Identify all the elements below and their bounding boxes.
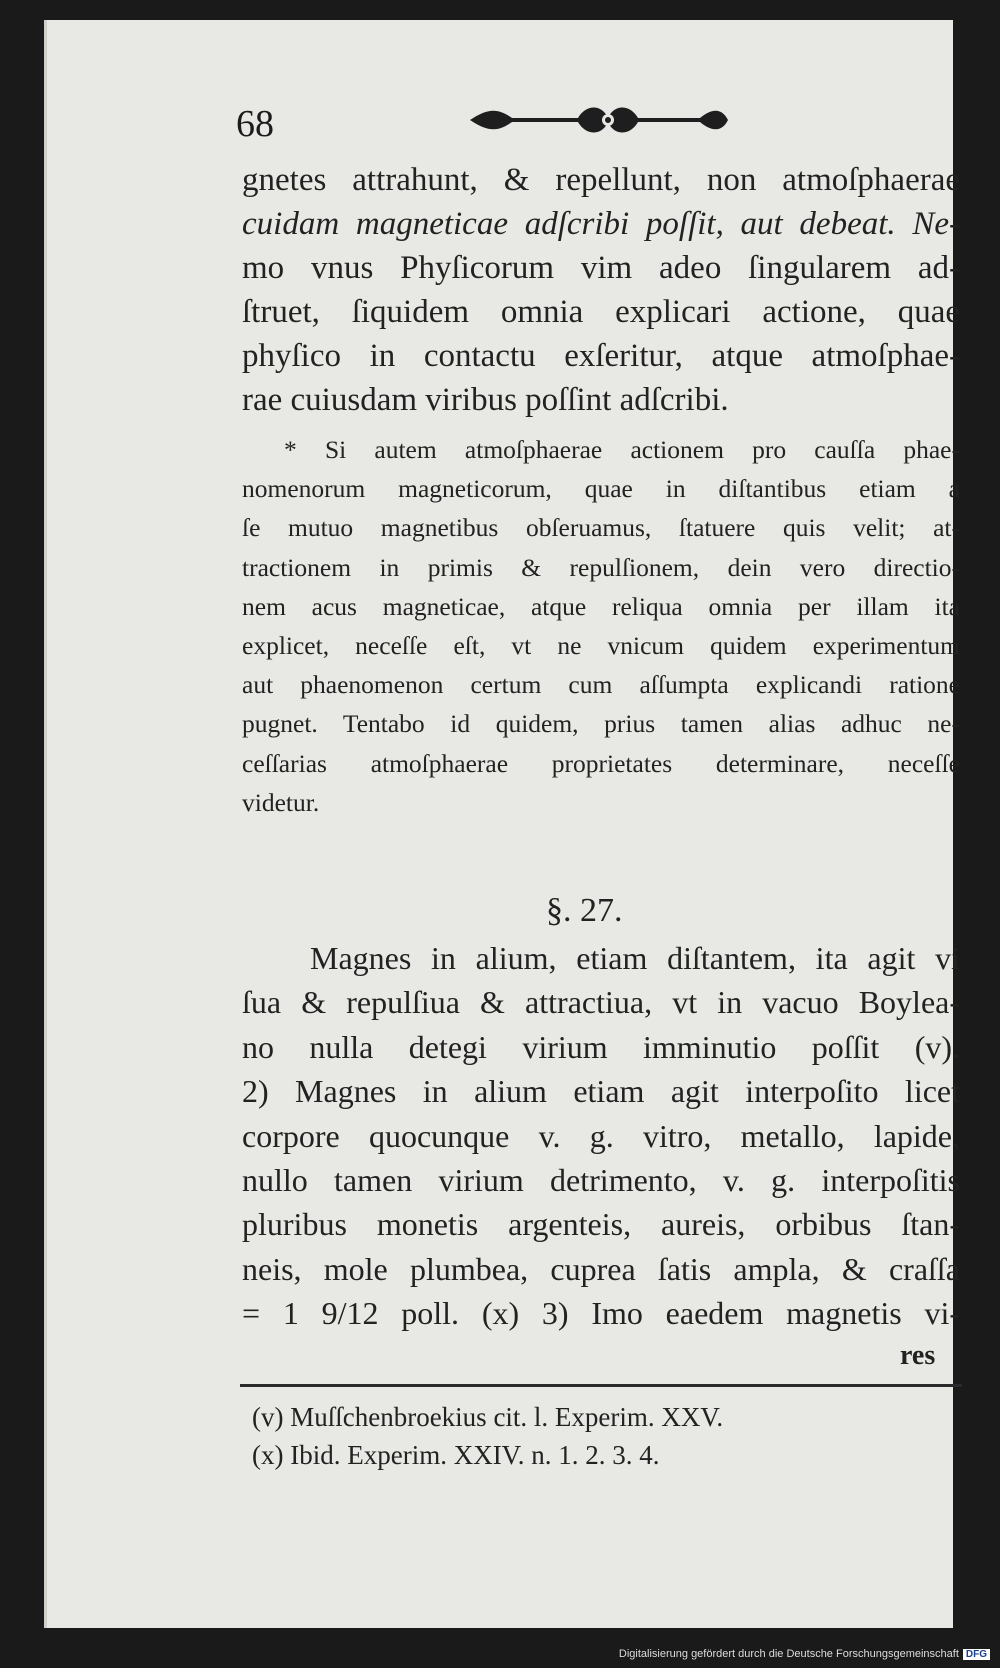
note-line: nem acus magneticae, atque reliqua omnia per illam ita (242, 591, 960, 621)
section-heading: §. 27. (546, 892, 623, 929)
note-line: * Si autem atmoſphaerae actionem pro cauſſa phae- (284, 435, 960, 464)
text-line: pluribus monetis argenteis, aureis, orbibus ſtan- (242, 1206, 960, 1243)
text-line: = 1 9/12 poll. (x) 3) Imo eaedem magnetis vi- (242, 1295, 960, 1332)
note-line: nomenorum magneticorum, quae in diſtantibus etiam a (242, 474, 960, 504)
digitization-credit (619, 1648, 990, 1660)
note-line: aut phaenomenon certum cum aſſumpta explicandi ratione (242, 670, 960, 700)
dfg-logo-icon: DFG (963, 1649, 990, 1660)
text-line: gnetes attrahunt, & repellunt, non atmoſphaerae (242, 162, 960, 198)
footnote-divider (240, 1384, 962, 1391)
note-paragraph (242, 430, 960, 822)
text-line: rae cuiusdam viribus poſſint adſcribi. (242, 382, 729, 418)
text-line: 2) Magnes in alium etiam agit interpoſito licet (242, 1073, 960, 1110)
note-line: explicet, neceſſe eſt, vt ne vnicum quidem experimentum (242, 631, 960, 661)
text-line: neis, mole plumbea, cuprea ſatis ampla, & craſſa (242, 1250, 960, 1287)
text-line: ſua & repulſiua & attractiua, vt in vacuo Boylea- (242, 984, 960, 1021)
text-line: ſtruet, ſiquidem omnia explicari actione, quae (242, 294, 960, 330)
text-line: no nulla detegi virium imminutio poſſit (v). (242, 1028, 960, 1065)
footnote: (x) Ibid. Experim. XXIV. n. 1. 2. 3. 4. (252, 1440, 660, 1470)
text-line: nullo tamen virium detrimento, v. g. interpoſitis (242, 1162, 960, 1199)
text-line: phyſico in contactu exſeritur, atque atmoſphae- (242, 338, 960, 374)
text-line: corpore quocunque v. g. vitro, metallo, lapide, (242, 1117, 960, 1154)
note-line: pugnet. Tentabo id quidem, prius tamen alias adhuc ne- (242, 709, 960, 739)
catchword: res (900, 1340, 936, 1371)
section-body (242, 936, 960, 1336)
main-paragraph (242, 158, 960, 422)
credit-text: Digitalisierung gefördert durch die Deutsche Forschungsgemeinschaft (618, 1648, 959, 1660)
note-line: ſe mutuo magnetibus obſeruamus, ſtatuere quis velit; at- (242, 513, 960, 543)
note-line: tractionem in primis & repulſionem, dein vero directio- (242, 552, 960, 582)
note-line: ceſſarias atmoſphaerae proprietates determinare, neceſſe (242, 748, 960, 778)
decorative-ornament-icon (468, 100, 730, 140)
page-number: 68 (236, 103, 274, 145)
text-line: cuidam magneticae adſcribi poſſit, aut debeat. Ne- (242, 206, 960, 242)
footnote: (v) Muſſchenbroekius cit. l. Experim. XXV. (252, 1402, 724, 1432)
text-line: mo vnus Phyſicorum vim adeo ſingularem ad- (242, 250, 960, 286)
note-line: videtur. (242, 787, 320, 817)
text-line: Magnes in alium, etiam diſtantem, ita agit vi (310, 940, 960, 976)
